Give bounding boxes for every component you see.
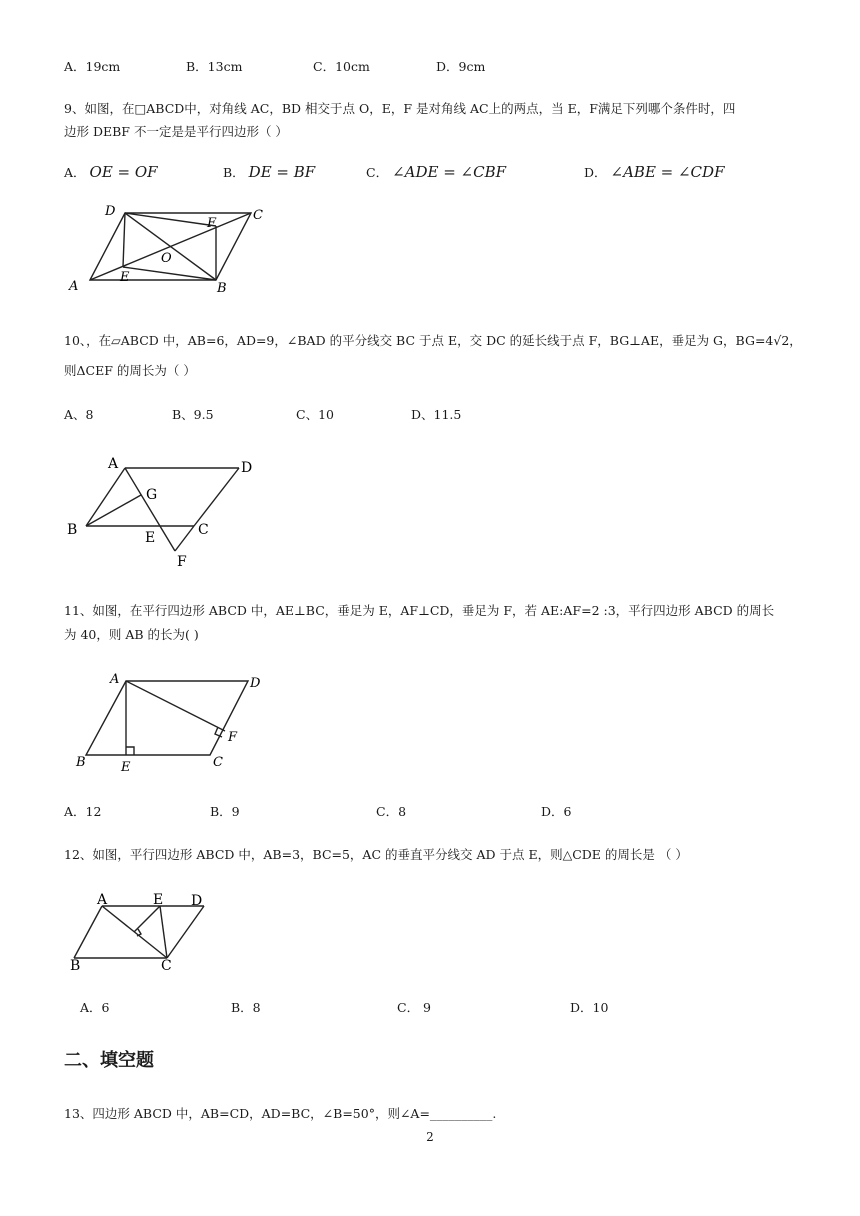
q9-label-o: O	[161, 251, 172, 266]
q10-option-d: D、11.5	[411, 407, 462, 422]
q11-label-b: B	[76, 755, 86, 770]
section-heading: 二、填空题	[64, 1050, 154, 1071]
q8-option-b: B．13cm	[186, 59, 243, 74]
q11-option-b: B．9	[210, 804, 240, 819]
q11-text-line1: 11、如图，在平行四边形 ABCD 中，AE⊥BC，垂足为 E，AF⊥CD，垂足为 F，若 AE:AF=2 :3，平行四边形 ABCD 的周长	[64, 603, 775, 618]
q10-label-c: C	[198, 522, 209, 538]
q10-text-line2: 则ΔCEF 的周长为（ ）	[64, 363, 196, 378]
q11-text-line2: 为 40，则 AB 的长为( )	[64, 627, 199, 642]
q11-label-f: F	[228, 730, 238, 745]
q12-label-e: E	[153, 892, 164, 908]
q12-option-b: B．8	[231, 1000, 261, 1015]
q8-option-d: D．9cm	[436, 59, 486, 74]
q11-option-a: A．12	[64, 804, 102, 819]
q10-label-g: G	[146, 487, 158, 503]
q10-label-a: A	[108, 456, 119, 472]
q10-option-a: A、8	[64, 407, 94, 422]
q12-label-b: B	[70, 958, 81, 970]
q9-label-b: B	[217, 281, 227, 296]
q9-text-line1: 9、如图，在□ABCD中，对角线 AC，BD 相交于点 O，E，F 是对角线 AC上的两点，当 E，F满足下列哪个条件时，四	[64, 101, 736, 116]
q11-option-d: D．6	[541, 804, 572, 819]
q12-text-line1: 12、如图，平行四边形 ABCD 中，AB=3，BC=5，AC 的垂直平分线交 AD 于点 E，则△CDE 的周长是 （ ）	[64, 847, 688, 862]
q11-label-a: A	[110, 672, 120, 687]
q9-figure	[64, 200, 284, 300]
q12-label-a: A	[97, 892, 108, 908]
q10-figure	[64, 448, 274, 573]
q12-option-c: C． 9	[397, 1000, 431, 1015]
q9-label-e: E	[120, 270, 130, 285]
page-number: 2	[426, 1130, 434, 1144]
q12-label-c: C	[161, 958, 172, 970]
q12-option-d: D．10	[570, 1000, 609, 1015]
q10-option-c: C、10	[296, 407, 334, 422]
q9-option-b: B． DE = BF	[223, 163, 316, 181]
q10-label-f: F	[177, 554, 187, 570]
q9-text-line2: 边形 DEBF 不一定是是平行四边形（ ）	[64, 124, 288, 139]
q10-label-e: E	[145, 530, 156, 546]
q9-label-f: F	[207, 216, 217, 231]
q10-option-b: B、9.5	[172, 407, 214, 422]
q11-label-c: C	[213, 755, 223, 770]
q10-text-line1: 10、，在▱ABCD 中，AB=6，AD=9，∠BAD 的平分线交 BC 于点 E，交 DC 的延长线于点 F，BG⊥AE，垂足为 G，BG=4√2，	[64, 333, 802, 348]
q11-label-e: E	[121, 760, 131, 775]
q12-figure	[64, 888, 224, 970]
q11-figure	[64, 665, 284, 780]
q9-option-c: C． ∠ADE = ∠CBF	[366, 163, 507, 181]
q9-option-d: D． ∠ABE = ∠CDF	[584, 163, 725, 181]
q9-option-a: A． OE = OF	[64, 163, 158, 181]
q10-label-b: B	[67, 522, 78, 538]
q9-label-c: C	[253, 208, 263, 223]
q11-label-d: D	[250, 676, 261, 691]
q13-text-line1: 13、四边形 ABCD 中，AB=CD，AD=BC，∠B=50°，则∠A=__________.	[64, 1106, 497, 1121]
q12-option-a: A．6	[80, 1000, 110, 1015]
q10-label-d: D	[241, 460, 253, 476]
q9-label-d: D	[105, 204, 116, 219]
q9-label-a: A	[69, 279, 79, 294]
q11-option-c: C．8	[376, 804, 407, 819]
q12-label-d: D	[191, 893, 203, 909]
q8-option-c: C．10cm	[313, 59, 370, 74]
q8-option-a: A．19cm	[64, 59, 121, 74]
